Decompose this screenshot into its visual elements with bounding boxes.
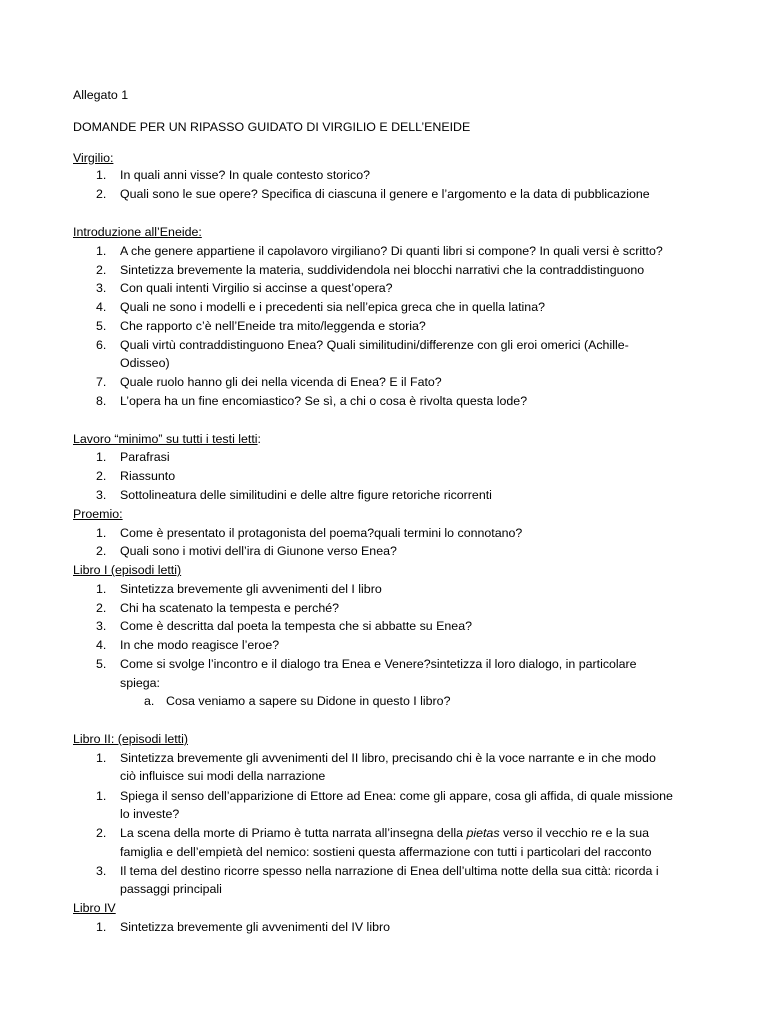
section-heading-proemio: Proemio: (73, 507, 123, 521)
list-number: 1. (96, 751, 107, 765)
list-item: L’opera ha un fine encomiastico? Se sì, a chi o cosa è rivolta questa lode? (120, 394, 528, 408)
list-number: 2. (96, 544, 107, 558)
list-item: In che modo reagisce l’eroe? (120, 638, 280, 652)
list-number: 1. (96, 526, 107, 540)
list-number: 2. (96, 469, 107, 483)
section-heading-libro-1: Libro I (episodi letti) (73, 563, 182, 577)
list-item-text: verso il vecchio re e la sua (499, 826, 649, 840)
list-item: Come si svolge l’incontro e il dialogo tra Enea e Venere?sintetizza il loro dialogo, in particolare (120, 657, 637, 671)
list-item: Sintetizza brevemente gli avvenimenti del IV libro (120, 920, 390, 934)
sublist-letter: a. (144, 694, 155, 708)
list-number: 1. (96, 244, 107, 258)
section-heading-lavoro-text: Lavoro “minimo” su tutti i testi letti (73, 432, 258, 446)
list-item: Parafrasi (120, 450, 170, 464)
list-number: 5. (96, 319, 107, 333)
list-item-continuation: ciò influisce sui modi della narrazione (120, 769, 326, 783)
list-item: Che rapporto c’è nell’Eneide tra mito/leggenda e storia? (120, 319, 426, 333)
list-number: 1. (96, 168, 107, 182)
list-item: Quale ruolo hanno gli dei nella vicenda di Enea? E il Fato? (120, 375, 442, 389)
list-item: Il tema del destino ricorre spesso nella narrazione di Enea dell’ultima notte della sua città: ricorda i (120, 864, 659, 878)
sublist-item: Cosa veniamo a sapere su Didone in questo I libro? (166, 694, 451, 708)
list-item: Sintetizza brevemente la materia, suddividendola nei blocchi narrativi che la contraddistinguono (120, 263, 645, 277)
list-item: Sintetizza brevemente gli avvenimenti del II libro, precisando chi è la voce narrante e in che modo (120, 751, 656, 765)
list-item: In quali anni visse? In quale contesto storico? (120, 168, 371, 182)
list-number: 5. (96, 657, 107, 671)
list-item-continuation: Odisseo) (120, 356, 170, 370)
list-number: 2. (96, 601, 107, 615)
section-heading-libro-4: Libro IV (73, 901, 116, 915)
list-item: Come è descritta dal poeta la tempesta che si abbatte su Enea? (120, 619, 472, 633)
list-item: Sottolineatura delle similitudini e delle altre figure retoriche ricorrenti (120, 488, 492, 502)
list-number: 7. (96, 375, 107, 389)
list-item: Con quali intenti Virgilio si accinse a quest’opera? (120, 281, 393, 295)
list-number: 6. (96, 338, 107, 352)
list-number: 2. (96, 263, 107, 277)
list-item-continuation: lo investe? (120, 807, 180, 821)
list-item-continuation: passaggi principali (120, 882, 222, 896)
list-number: 1. (96, 450, 107, 464)
allegato-label: Allegato 1 (73, 88, 129, 102)
list-item: Quali virtù contraddistinguono Enea? Quali similitudini/differenze con gli eroi omerici (Achille- (120, 338, 629, 352)
list-item-continuation: spiega: (120, 676, 160, 690)
list-number: 1. (96, 789, 107, 803)
list-number: 2. (96, 826, 107, 840)
list-number: 1. (96, 582, 107, 596)
list-item: Quali ne sono i modelli e i precedenti sia nell’epica greca che in quella latina? (120, 300, 545, 314)
list-item: Quali sono i motivi dell’ira di Giunone verso Enea? (120, 544, 397, 558)
list-number: 3. (96, 619, 107, 633)
section-heading-libro-2: Libro II: (episodi letti) (73, 732, 189, 746)
list-item: Riassunto (120, 469, 176, 483)
list-item: Chi ha scatenato la tempesta e perché? (120, 601, 340, 615)
list-number: 3. (96, 281, 107, 295)
pietas-term: pietas (466, 826, 500, 840)
list-item: A che genere appartiene il capolavoro virgiliano? Di quanti libri si compone? In quali versi è scritto? (120, 244, 663, 258)
list-item-continuation: famiglia e dell’empietà del nemico: sostieni questa affermazione con tutti i particolari del racconto (120, 845, 652, 859)
list-item: Sintetizza brevemente gli avvenimenti del I libro (120, 582, 382, 596)
section-heading-virgilio: Virgilio: (73, 151, 114, 165)
list-number: 8. (96, 394, 107, 408)
list-item: Quali sono le sue opere? Specifica di ciascuna il genere e l’argomento e la data di pubblicazione (120, 187, 650, 201)
section-heading-lavoro (73, 430, 261, 449)
section-heading-introduzione: Introduzione all’Eneide: (73, 225, 202, 239)
list-number: 1. (96, 920, 107, 934)
list-number: 3. (96, 864, 107, 878)
list-number: 3. (96, 488, 107, 502)
list-item: Come è presentato il protagonista del poema?quali termini lo connotano? (120, 526, 523, 540)
list-item: Spiega il senso dell’apparizione di Ettore ad Enea: come gli appare, cosa gli affida, di quale missione (120, 789, 673, 803)
list-number: 4. (96, 300, 107, 314)
document-title: DOMANDE PER UN RIPASSO GUIDATO DI VIRGILIO E DELL’ENEIDE (73, 120, 471, 134)
list-item (120, 824, 649, 843)
list-item-text: La scena della morte di Priamo è tutta narrata all’insegna della (120, 826, 467, 840)
list-number: 2. (96, 187, 107, 201)
list-number: 4. (96, 638, 107, 652)
section-heading-colon: : (257, 432, 261, 446)
